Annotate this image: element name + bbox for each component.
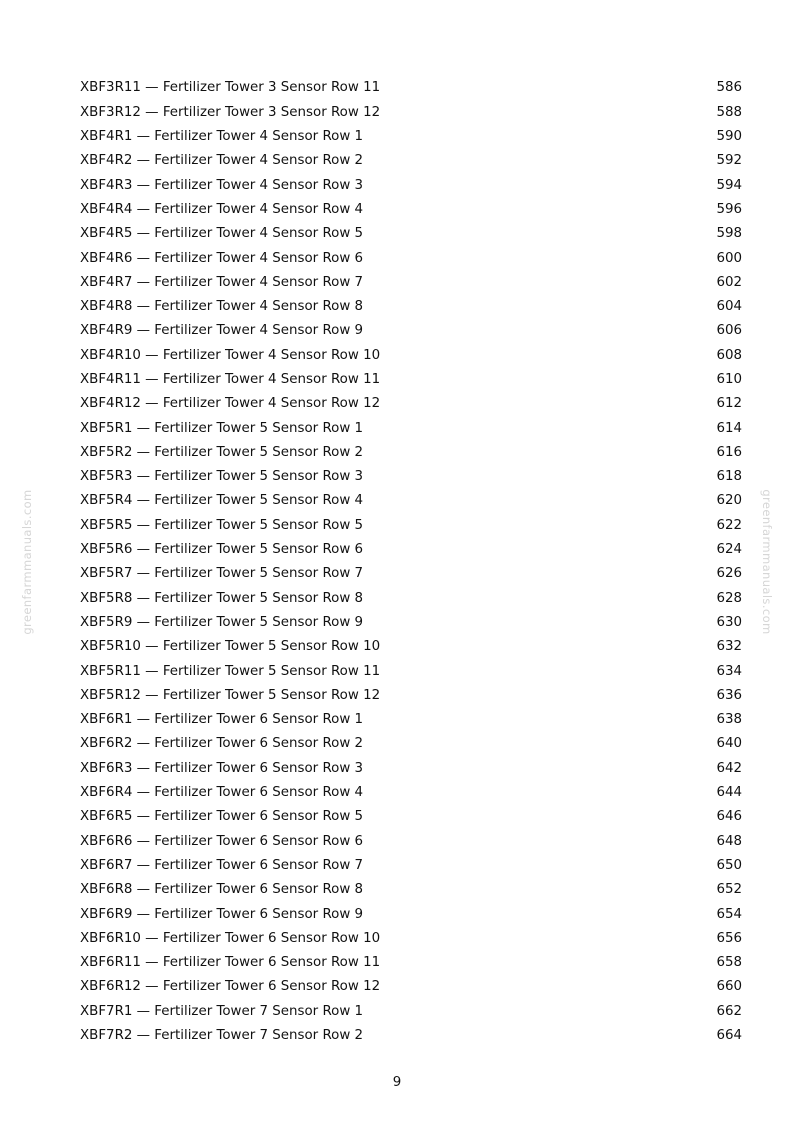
toc-entry-page: 662 <box>716 1003 742 1019</box>
toc-entry[interactable] <box>80 538 742 562</box>
toc-entry-page: 656 <box>716 930 742 946</box>
toc-entry[interactable] <box>80 246 742 270</box>
toc-entry-page: 594 <box>716 177 742 193</box>
toc-entry[interactable] <box>80 392 742 416</box>
toc-entry-title: XBF4R12 — Fertilizer Tower 4 Sensor Row 12 <box>80 396 381 412</box>
toc-entry[interactable] <box>80 975 742 999</box>
toc-entry-page: 654 <box>716 906 742 922</box>
toc-entry[interactable] <box>80 197 742 221</box>
toc-entry-page: 638 <box>716 712 742 728</box>
toc-entry-title: XBF7R1 — Fertilizer Tower 7 Sensor Row 1 <box>80 1003 364 1019</box>
toc-entry-title: XBF6R11 — Fertilizer Tower 6 Sensor Row 11 <box>80 955 381 971</box>
toc-entry-page: 650 <box>716 857 742 873</box>
toc-entry[interactable] <box>80 926 742 950</box>
toc-entry-title: XBF6R2 — Fertilizer Tower 6 Sensor Row 2 <box>80 736 364 752</box>
toc-entry-page: 596 <box>716 201 742 217</box>
toc-entry[interactable] <box>80 805 742 829</box>
toc-entry-title: XBF5R10 — Fertilizer Tower 5 Sensor Row 10 <box>80 639 381 655</box>
toc-entry[interactable] <box>80 611 742 635</box>
toc-entry[interactable] <box>80 76 742 100</box>
toc-entry-title: XBF6R9 — Fertilizer Tower 6 Sensor Row 9 <box>80 906 364 922</box>
toc-entry[interactable] <box>80 829 742 853</box>
toc-entry-page: 622 <box>716 517 742 533</box>
toc-entry-title: XBF6R7 — Fertilizer Tower 6 Sensor Row 7 <box>80 857 364 873</box>
toc-entry[interactable] <box>80 586 742 610</box>
toc-entry-title: XBF5R4 — Fertilizer Tower 5 Sensor Row 4 <box>80 493 364 509</box>
toc-entry-title: XBF6R4 — Fertilizer Tower 6 Sensor Row 4 <box>80 785 364 801</box>
toc-entry-title: XBF5R11 — Fertilizer Tower 5 Sensor Row 11 <box>80 663 381 679</box>
toc-entry-page: 588 <box>716 104 742 120</box>
toc-entry[interactable] <box>80 440 742 464</box>
toc-entry[interactable] <box>80 683 742 707</box>
toc-entry-page: 658 <box>716 955 742 971</box>
toc-entry-page: 614 <box>716 420 742 436</box>
toc-entry[interactable] <box>80 732 742 756</box>
toc-entry[interactable] <box>80 125 742 149</box>
toc-entry[interactable] <box>80 295 742 319</box>
toc-entry-title: XBF4R1 — Fertilizer Tower 4 Sensor Row 1 <box>80 129 364 145</box>
toc-entry-title: XBF5R7 — Fertilizer Tower 5 Sensor Row 7 <box>80 566 364 582</box>
toc-entry[interactable] <box>80 781 742 805</box>
toc-entry[interactable] <box>80 1024 742 1048</box>
toc-entry-title: XBF5R3 — Fertilizer Tower 5 Sensor Row 3 <box>80 469 364 485</box>
toc-entry-title: XBF4R4 — Fertilizer Tower 4 Sensor Row 4 <box>80 201 364 217</box>
toc-entry-title: XBF4R7 — Fertilizer Tower 4 Sensor Row 7 <box>80 274 364 290</box>
toc-entry-page: 620 <box>716 493 742 509</box>
toc-entry[interactable] <box>80 659 742 683</box>
toc-entry-page: 608 <box>716 347 742 363</box>
toc-entry-title: XBF6R8 — Fertilizer Tower 6 Sensor Row 8 <box>80 882 364 898</box>
toc-entry-page: 644 <box>716 785 742 801</box>
toc-entry-page: 600 <box>716 250 742 266</box>
toc-entry-title: XBF4R3 — Fertilizer Tower 4 Sensor Row 3 <box>80 177 364 193</box>
toc-entry-title: XBF6R10 — Fertilizer Tower 6 Sensor Row 10 <box>80 930 381 946</box>
toc-entry[interactable] <box>80 416 742 440</box>
toc-entry-title: XBF4R8 — Fertilizer Tower 4 Sensor Row 8 <box>80 299 364 315</box>
toc-entry-title: XBF7R2 — Fertilizer Tower 7 Sensor Row 2 <box>80 1028 364 1044</box>
toc-entry-page: 632 <box>716 639 742 655</box>
toc-entry-title: XBF3R12 — Fertilizer Tower 3 Sensor Row 12 <box>80 104 381 120</box>
toc-entry[interactable] <box>80 319 742 343</box>
toc-entry-title: XBF6R12 — Fertilizer Tower 6 Sensor Row 12 <box>80 979 381 995</box>
toc-entry-title: XBF4R10 — Fertilizer Tower 4 Sensor Row 10 <box>80 347 381 363</box>
toc-entry-title: XBF5R5 — Fertilizer Tower 5 Sensor Row 5 <box>80 517 364 533</box>
toc-entry-page: 640 <box>716 736 742 752</box>
toc-entry[interactable] <box>80 902 742 926</box>
toc-entry-title: XBF4R6 — Fertilizer Tower 4 Sensor Row 6 <box>80 250 364 266</box>
toc-entry-page: 606 <box>716 323 742 339</box>
toc-entry[interactable] <box>80 149 742 173</box>
toc-entry[interactable] <box>80 489 742 513</box>
toc-entry[interactable] <box>80 951 742 975</box>
toc-entry-page: 660 <box>716 979 742 995</box>
toc-entry-page: 626 <box>716 566 742 582</box>
toc-entry[interactable] <box>80 465 742 489</box>
toc-entry-page: 646 <box>716 809 742 825</box>
toc-entry-page: 648 <box>716 833 742 849</box>
toc-entry-page: 618 <box>716 469 742 485</box>
toc-entry-page: 602 <box>716 274 742 290</box>
toc-entry-title: XBF5R2 — Fertilizer Tower 5 Sensor Row 2 <box>80 444 364 460</box>
toc-entry-page: 590 <box>716 129 742 145</box>
toc-entry[interactable] <box>80 100 742 124</box>
toc-entry[interactable] <box>80 756 742 780</box>
toc-entry-page: 598 <box>716 226 742 242</box>
watermark-left: greenfarmmanuals.com <box>20 489 34 635</box>
toc-entry[interactable] <box>80 854 742 878</box>
toc-entry-page: 592 <box>716 153 742 169</box>
toc-entry-page: 612 <box>716 396 742 412</box>
toc-entry[interactable] <box>80 999 742 1023</box>
toc-entry[interactable] <box>80 562 742 586</box>
toc-entry-title: XBF5R9 — Fertilizer Tower 5 Sensor Row 9 <box>80 614 364 630</box>
page-number: 9 <box>392 1075 402 1090</box>
toc-entry-title: XBF4R2 — Fertilizer Tower 4 Sensor Row 2 <box>80 153 364 169</box>
toc-entry-page: 642 <box>716 760 742 776</box>
toc-entry-title: XBF5R6 — Fertilizer Tower 5 Sensor Row 6 <box>80 542 364 558</box>
toc-entry-title: XBF3R11 — Fertilizer Tower 3 Sensor Row 11 <box>80 80 381 96</box>
toc-entry-page: 628 <box>716 590 742 606</box>
toc-entry[interactable] <box>80 513 742 537</box>
toc-entry-title: XBF5R12 — Fertilizer Tower 5 Sensor Row 12 <box>80 687 381 703</box>
toc-entry-page: 664 <box>716 1028 742 1044</box>
toc-entry-page: 616 <box>716 444 742 460</box>
toc-entry[interactable] <box>80 368 742 392</box>
toc-entry-page: 610 <box>716 372 742 387</box>
table-of-contents <box>80 76 742 1048</box>
toc-entry-title: XBF4R9 — Fertilizer Tower 4 Sensor Row 9 <box>80 323 364 339</box>
toc-entry-page: 604 <box>716 299 742 315</box>
toc-entry[interactable] <box>80 270 742 294</box>
toc-entry-title: XBF6R3 — Fertilizer Tower 6 Sensor Row 3 <box>80 760 364 776</box>
toc-entry[interactable] <box>80 222 742 246</box>
toc-entry-page: 586 <box>716 80 742 96</box>
toc-entry-title: XBF5R1 — Fertilizer Tower 5 Sensor Row 1 <box>80 420 364 436</box>
toc-entry-page: 630 <box>716 614 742 630</box>
watermark-right: greenfarmmanuals.com <box>760 489 774 635</box>
toc-entry-page: 652 <box>716 882 742 898</box>
toc-entry-title: XBF4R5 — Fertilizer Tower 4 Sensor Row 5 <box>80 226 364 242</box>
toc-entry[interactable] <box>80 635 742 659</box>
toc-entry[interactable] <box>80 708 742 732</box>
toc-entry-title: XBF6R6 — Fertilizer Tower 6 Sensor Row 6 <box>80 833 364 849</box>
toc-entry[interactable] <box>80 343 742 367</box>
toc-entry-page: 636 <box>716 687 742 703</box>
toc-entry-title: XBF6R1 — Fertilizer Tower 6 Sensor Row 1 <box>80 712 364 728</box>
toc-entry-page: 634 <box>716 663 742 679</box>
toc-entry-title: XBF5R8 — Fertilizer Tower 5 Sensor Row 8 <box>80 590 364 606</box>
toc-entry[interactable] <box>80 878 742 902</box>
toc-entry[interactable] <box>80 173 742 197</box>
toc-entry-page: 624 <box>716 542 742 558</box>
toc-entry-title: XBF4R11 — Fertilizer Tower 4 Sensor Row 11 <box>80 372 381 387</box>
toc-entry-title: XBF6R5 — Fertilizer Tower 6 Sensor Row 5 <box>80 809 364 825</box>
